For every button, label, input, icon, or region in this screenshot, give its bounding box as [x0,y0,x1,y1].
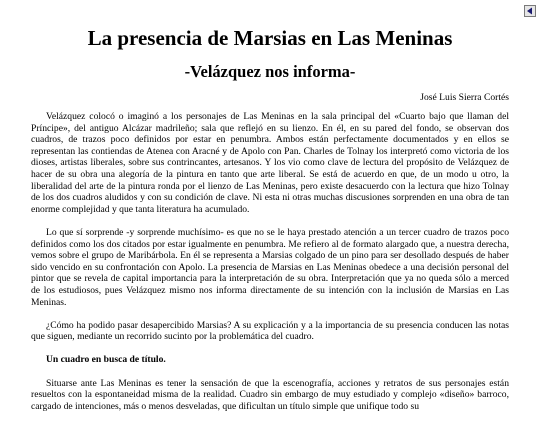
article-author: José Luis Sierra Cortés [420,92,509,103]
section-heading: Un cuadro en busca de título. [46,354,166,366]
article-title: La presencia de Marsias en Las Meninas [87,26,453,50]
body-paragraph: ¿Cómo ha podido pasar desapercibido Marsias? A su explicación y a la importancia de su presencia conducen las notas que siguen, mediante un recorrido sucinto por la problemática del cuadro. [31,319,509,343]
back-button[interactable] [524,5,536,17]
article-subtitle: -Velázquez nos informa- [184,62,356,81]
article-body [31,111,509,424]
body-paragraph: Situarse ante Las Meninas es tener la sensación de que la escenografía, acciones y retratos de sus personajes están resueltos con la espontaneidad misma de la realidad. Cuadro sin embargo de muy estudiado y complejo «diseño» barroco, cargado de intenciones, más o menos desveladas, que dificultan un título simple que unifique todo su [31,377,509,412]
body-paragraph: Lo que sí sorprende -y sorprende muchísimo- es que no se le haya prestado atención a un tercer cuadro de trazos poco definidos como los dos citados por estar igualmente en penumbra. Me refiero al de formato alargado que, a nuestra derecha, vemos sobre el grupo de Maribárbola. En él se representa a Marsias colgado de un pino para ser desollado después de haber sido vencido en su confrontación con Apolo. La presencia de Marsias en Las Meninas obedece a una decisión personal del pintor que se revela de capital importancia para la interpretación de su obra. Interpretación que ya no queda sólo a merced de los estudiosos, pues Velázquez mismo nos informa directamente de su intención con la inclusión de Marsias en Las Meninas. [31,226,509,308]
body-paragraph: Velázquez colocó o imaginó a los personajes de Las Meninas en la sala principal del «Cuarto bajo que llaman del Príncipe», del antiguo Alcázar madrileño; sala que reflejó en su lienzo. En él, en su pared del fondo, se observan dos cuadros, de trazos poco definidos por estar en penumbra. Ambos están perfectamente documentados y en ellos se representan las contiendas de Atenea con Aracné y de Apolo con Pan. Charles de Tolnay los interpretó como victoria de los dioses, artistas liberales, sobre sus contrincantes, artesanos. Y los vio como clave de lectura del propósito de Velázquez de hacer de su obra una alegoría de la pintura en tanto que arte liberal. Se está de acuerdo en que, de un modo u otro, la liberalidad del arte de la pintura ronda por el lienzo de Las Meninas, pero existe desacuerdo con la lectura que hizo Tolnay de los dos cuadros aludidos y con su condición de clave. Ni esta ni otras muchas discusiones sorprenden en una obra de tan enorme complejidad y que tanta literatura ha acumulado. [31,111,509,215]
back-arrow-icon [526,7,534,15]
